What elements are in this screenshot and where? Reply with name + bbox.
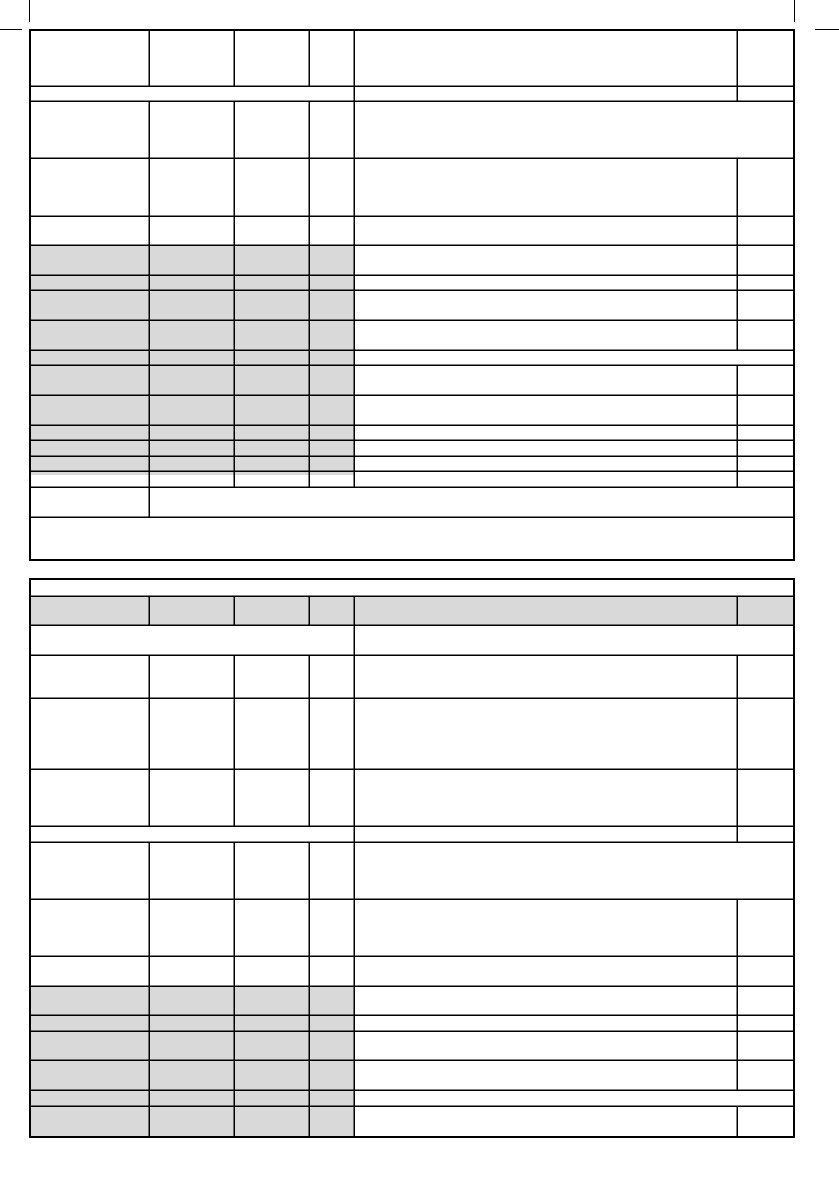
crop-mark-top-left-vertical [29,0,30,22]
crop-mark-top-left-horizontal [0,29,22,30]
lower-table-frame [29,578,795,1138]
crop-mark-top-right-vertical [794,0,795,22]
crop-mark-top-right-horizontal [815,29,839,30]
upper-table-grid [31,31,793,559]
upper-table-frame [29,29,795,561]
lower-shaded-rows [31,596,793,1136]
lower-table-grid [31,580,793,1136]
